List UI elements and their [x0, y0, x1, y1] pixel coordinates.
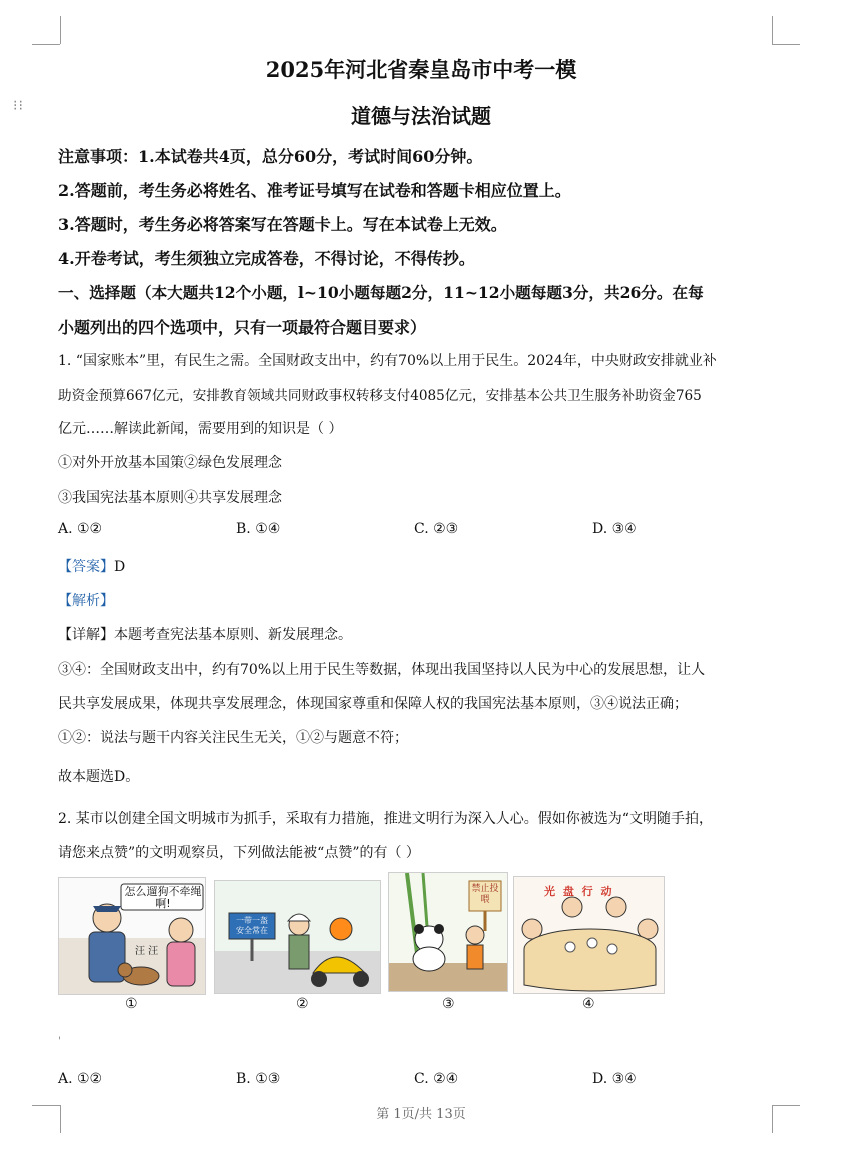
q2-option-d: D. ③④	[592, 1071, 637, 1087]
q1-statement: ③我国宪法基本原则④共享发展理念	[58, 490, 282, 506]
crop-mark-top-right-h	[772, 44, 800, 45]
q1-stem-line: 亿元……解读此新闻，需要用到的知识是（ ）	[58, 421, 343, 437]
q1-stem-line: 助资金预算667亿元，安排教育领域共同财政事权转移支付4085亿元，安排基本公共卫生服务补助资金765	[58, 388, 702, 404]
q2-image-3-panda	[388, 872, 508, 992]
q2-option-a: A. ①②	[58, 1071, 103, 1087]
q2-image-4-label: ④	[582, 996, 595, 1012]
sign-text: 一带一盔 安全常在	[236, 916, 268, 935]
q1-option-b: B. ①④	[236, 521, 281, 537]
q1-answer	[58, 556, 125, 576]
q1-option-c: C. ②③	[414, 521, 459, 537]
note-line: 3.答题时，考生务必将答案写在答题卡上。写在本试卷上无效。	[58, 215, 507, 234]
q1-detail	[58, 624, 352, 644]
note-line: 2.答题前，考生务必将姓名、准考证号填写在试卷和答题卡相应位置上。	[58, 181, 571, 200]
q1-option-d: D. ③④	[592, 521, 637, 537]
q2-image-3-label: ③	[442, 996, 455, 1012]
q1-conclusion: 故本题选D。	[58, 769, 140, 785]
note-line: 4.开卷考试，考生须独立完成答卷，不得讨论，不得传抄。	[58, 249, 475, 268]
section-heading: 一、选择题（本大题共12个小题，l~10小题每题2分，11~12小题每题3分，共26分。在每	[58, 283, 704, 302]
analysis-tag: 【解析】	[58, 593, 114, 609]
q2-image-1-dog-leash	[58, 877, 206, 995]
q2-option-b: B. ①③	[236, 1071, 281, 1087]
q2-image-2-label: ②	[296, 996, 309, 1012]
page-footer: 第 1页/共 13页	[376, 1107, 466, 1122]
answer-tag: 【答案】	[58, 559, 114, 575]
q1-explain-line: ①②：说法与题干内容关注民生无关，①②与题意不符；	[58, 730, 408, 746]
q1-explain-line: ③④：全国财政支出中，约有70%以上用于民生等数据，体现出我国坚持以人民为中心的发展思想，让人	[58, 662, 706, 678]
q2-option-c: C. ②④	[414, 1071, 459, 1087]
q1-option-a: A. ①②	[58, 521, 103, 537]
crop-mark-top-left-v	[60, 16, 61, 44]
note-line: 注意事项：1.本试卷共4页，总分60分，考试时间60分钟。	[58, 147, 483, 166]
speech-bubble-text: 怎么遛狗不牵绳啊!	[124, 885, 202, 910]
q2-image-4-clean-plate	[513, 876, 665, 994]
stray-mark: '	[58, 1036, 61, 1047]
q1-explain-line: 民共享发展成果，体现共享发展理念，体现国家尊重和保障人权的我国宪法基本原则，③④说法正确；	[58, 696, 688, 712]
page-title: 2025年河北省秦皇岛市中考一模	[265, 57, 577, 82]
drag-handle-icon[interactable]: ⁝⁝	[13, 98, 24, 114]
no-feeding-sign-text: 禁止投喂	[471, 884, 499, 905]
detail-text: 本题考查宪法基本原则、新发展理念。	[114, 627, 352, 643]
q1-stem-line: 1. “国家账本”里，有民生之需。全国财政支出中，约有70%以上用于民生。2024年，中央财政安排就业补	[58, 353, 717, 369]
crop-mark-top-left-h	[32, 44, 60, 45]
detail-tag: 【详解】	[58, 627, 114, 643]
bark-text: 汪 汪	[135, 946, 159, 957]
q2-image-1-label: ①	[125, 996, 138, 1012]
page-subtitle: 道德与法治试题	[351, 104, 491, 128]
slogan-text: 光 盘 行 动	[544, 885, 614, 898]
q2-stem-line: 2. 某市以创建全国文明城市为抓手，采取有力措施，推进文明行为深入人心。假如你被选为“文明随手拍，	[58, 811, 713, 827]
crop-mark-top-right-v	[772, 16, 773, 44]
q2-stem-line: 请您来点赞”的文明观察员，下列做法能被“点赞”的有（ ）	[58, 845, 420, 861]
q2-image-2-helmet	[214, 880, 381, 994]
q1-statement: ①对外开放基本国策②绿色发展理念	[58, 455, 282, 471]
section-heading-cont: 小题列出的四个选项中，只有一项最符合题目要求）	[58, 318, 427, 337]
answer-value: D	[114, 559, 126, 575]
